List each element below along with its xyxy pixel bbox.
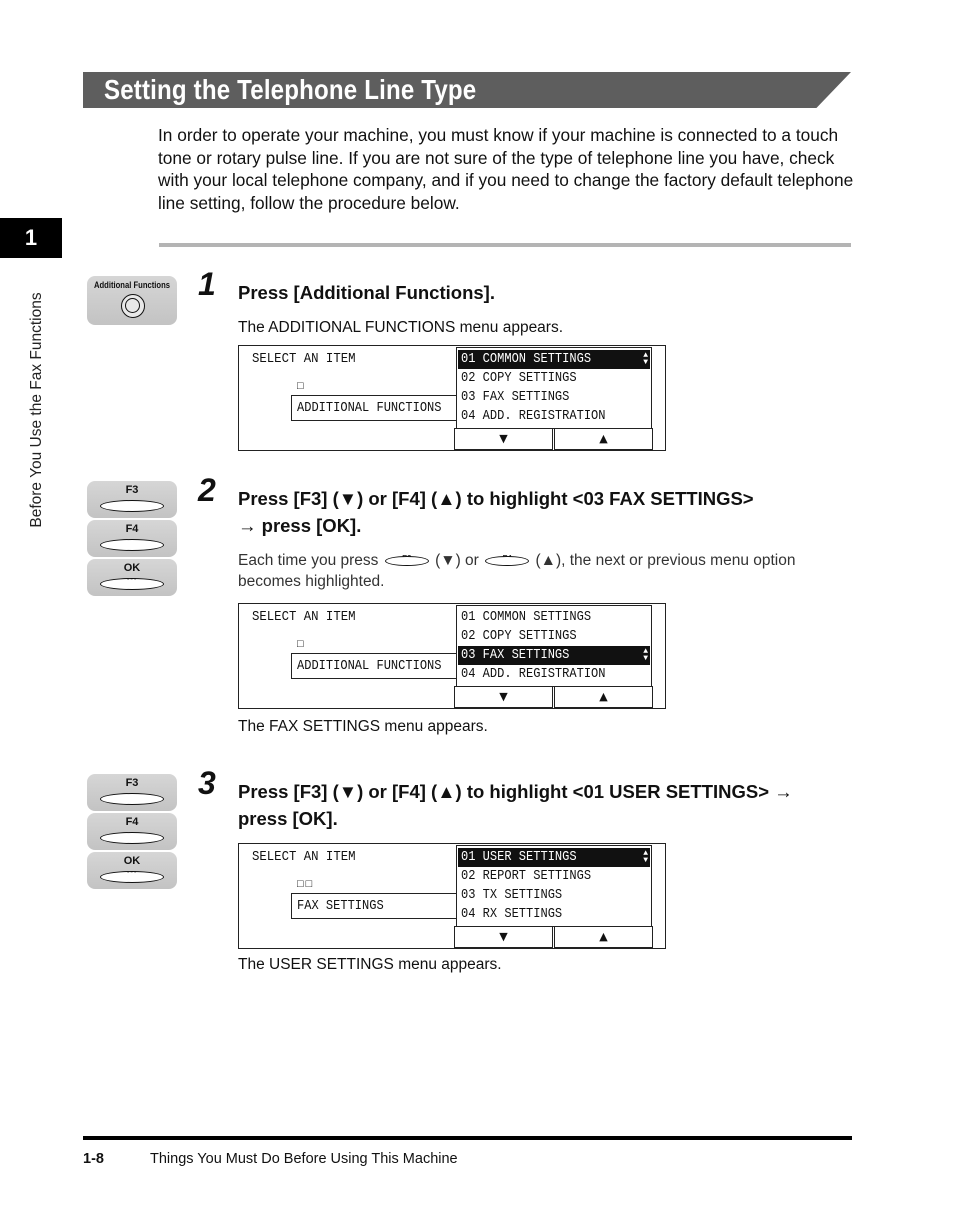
f4-key-label: F4 <box>125 523 139 535</box>
lcd-menu-item[interactable]: 04 ADD. REGISTRATION <box>461 666 606 682</box>
f3-key-label: F3 <box>125 777 139 789</box>
f4-key-label: F4 <box>125 816 139 828</box>
step-note: Each time you press (▼) or (▲), the next or previous menu option <box>238 552 796 569</box>
f3-key-image <box>87 774 177 811</box>
lcd-screen <box>238 603 666 709</box>
lcd-menu-item[interactable]: 03 FAX SETTINGS ▲ ▼ <box>458 646 650 665</box>
lcd-path: FAX SETTINGS <box>297 898 384 914</box>
footer-rule <box>83 1136 852 1140</box>
lcd-down-button[interactable]: ▼ <box>454 926 553 948</box>
step-note-continued: becomes highlighted. <box>238 573 385 590</box>
f4-inline-key-icon <box>483 550 531 568</box>
lcd-up-button[interactable]: ▲ <box>554 926 653 948</box>
lcd-menu <box>456 845 652 927</box>
ok-key-image: OK ◦◦◦ <box>87 559 177 596</box>
section-divider <box>159 243 851 247</box>
lcd-down-button[interactable]: ▼ <box>454 428 553 450</box>
lcd-screen <box>238 345 666 451</box>
step-title: Press [F3] (▼) or [F4] (▲) to highlight <01 USER SETTINGS> → <box>238 781 793 802</box>
lcd-menu <box>456 347 652 429</box>
lcd-menu-item[interactable]: 03 FAX SETTINGS <box>461 389 570 405</box>
lcd-up-button[interactable]: ▲ <box>554 686 653 708</box>
lcd-path-box <box>291 395 457 421</box>
additional-functions-key-label: Additional Functions <box>93 280 171 290</box>
page-title: Setting the Telephone Line Type <box>104 74 477 105</box>
lcd-menu-item[interactable]: 01 USER SETTINGS ▲ ▼ <box>458 848 650 867</box>
step-number: 1 <box>198 266 216 302</box>
lcd-menu-item[interactable]: 02 COPY SETTINGS <box>461 370 577 386</box>
lcd-menu-item[interactable]: 02 REPORT SETTINGS <box>461 868 592 884</box>
lcd-menu-item[interactable]: 04 RX SETTINGS <box>461 906 563 922</box>
lcd-path-box <box>291 893 457 919</box>
step-number: 2 <box>198 472 216 508</box>
lcd-level-marker: □ <box>297 639 306 651</box>
lcd-menu-item[interactable]: 01 COMMON SETTINGS ▲ ▼ <box>458 350 650 369</box>
lcd-heading: SELECT AN ITEM <box>252 849 356 865</box>
chapter-tab: 1 <box>0 218 62 258</box>
lcd-path: ADDITIONAL FUNCTIONS <box>297 400 442 416</box>
lcd-menu-item[interactable]: 04 ADD. REGISTRATION <box>461 408 606 424</box>
f3-key-image <box>87 481 177 518</box>
lcd-menu <box>456 605 652 687</box>
step-number: 3 <box>198 765 216 801</box>
lcd-menu-item[interactable]: 01 COMMON SETTINGS <box>461 609 592 625</box>
lcd-up-button[interactable]: ▲ <box>554 428 653 450</box>
additional-functions-icon <box>121 294 145 318</box>
lcd-heading: SELECT AN ITEM <box>252 609 356 625</box>
step-title: Press [Additional Functions]. <box>238 282 495 303</box>
f4-key-image <box>87 520 177 557</box>
step-result: The USER SETTINGS menu appears. <box>238 956 502 973</box>
intro-paragraph: In order to operate your machine, you must know if your machine is connected to a touch tone or rotary pulse line. If you are not sure of the type of telephone line you have, check with your local telephone company, and if you need to change the factory default telephone line setting, follow the procedure below. <box>158 125 854 214</box>
f4-key-image <box>87 813 177 850</box>
chapter-side-title: Before You Use the Fax Functions <box>28 292 45 528</box>
step-result: The FAX SETTINGS menu appears. <box>238 718 488 735</box>
page-number: 1-8 <box>83 1151 104 1167</box>
lcd-path: ADDITIONAL FUNCTIONS <box>297 658 442 674</box>
footer-title: Things You Must Do Before Using This Machine <box>150 1151 458 1167</box>
updown-arrows-icon: ▲ ▼ <box>643 647 648 663</box>
updown-arrows-icon: ▲ ▼ <box>643 351 648 367</box>
lcd-menu-item[interactable]: 02 COPY SETTINGS <box>461 628 577 644</box>
step-note: The ADDITIONAL FUNCTIONS menu appears. <box>238 319 564 336</box>
step-title: Press [F3] (▼) or [F4] (▲) to highlight <03 FAX SETTINGS> <box>238 488 754 509</box>
step-title-continued: press [OK]. <box>238 808 338 829</box>
lcd-heading: SELECT AN ITEM <box>252 351 356 367</box>
lcd-menu-item[interactable]: 03 TX SETTINGS <box>461 887 563 903</box>
lcd-level-marker: □ <box>297 381 306 393</box>
lcd-screen <box>238 843 666 949</box>
f3-inline-key-icon <box>383 550 431 568</box>
lcd-path-box <box>291 653 457 679</box>
lcd-level-marker: □□ <box>297 879 315 891</box>
ok-key-image: OK ◦◦◦ <box>87 852 177 889</box>
ok-key-label: OK <box>123 855 141 867</box>
updown-arrows-icon: ▲ ▼ <box>643 849 648 865</box>
f3-key-label: F3 <box>125 484 139 496</box>
ok-key-label: OK <box>123 562 141 574</box>
additional-functions-key-image <box>87 276 177 325</box>
lcd-down-button[interactable]: ▼ <box>454 686 553 708</box>
step-title-continued: → press [OK]. <box>238 515 362 536</box>
